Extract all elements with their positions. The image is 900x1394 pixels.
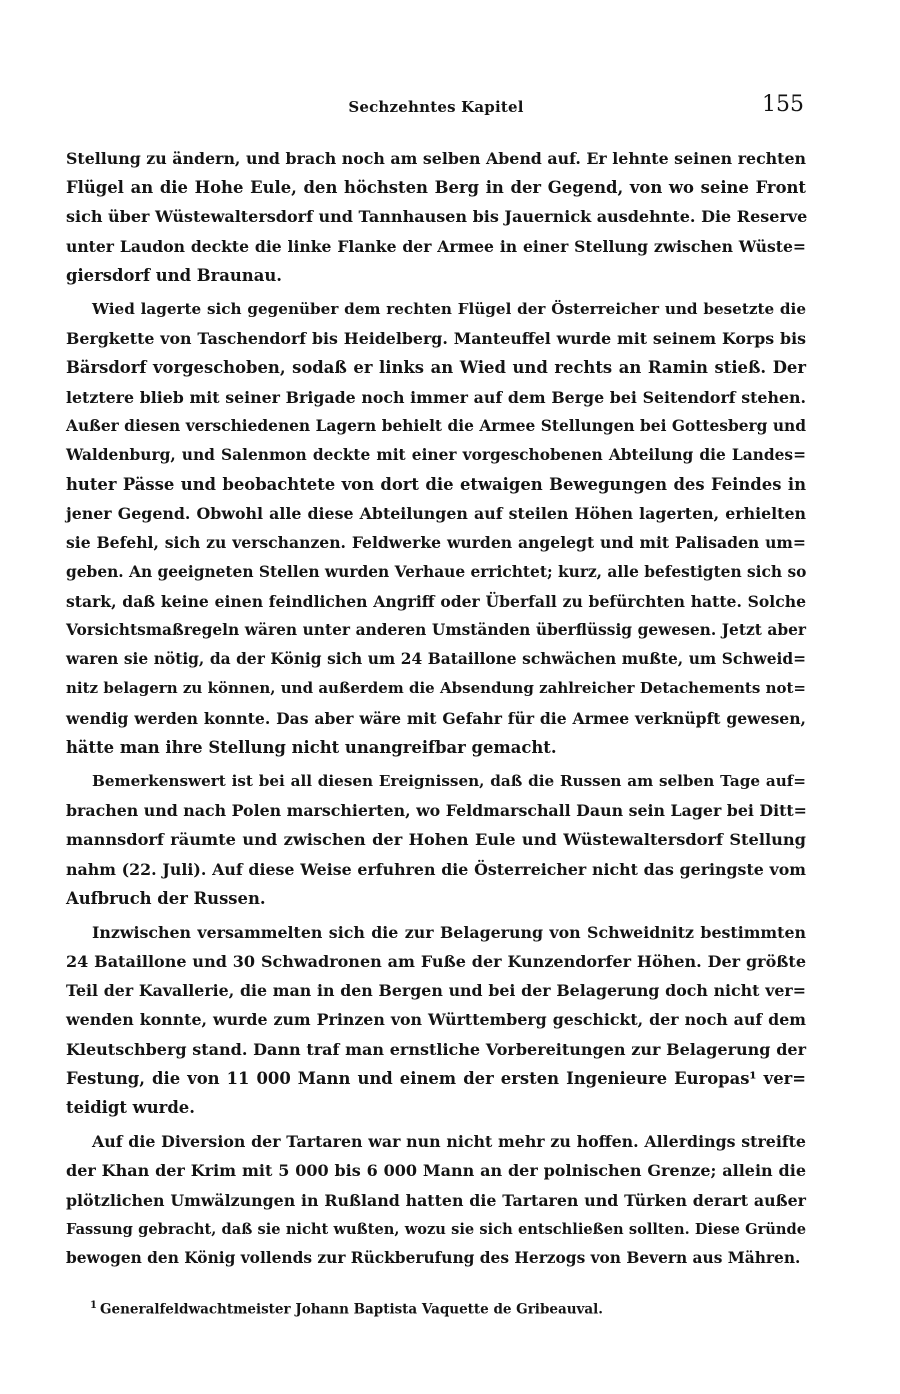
- text-line: sie Befehl, sich zu verschanzen. Feldwerke wurden angelegt und mit Palisaden um=: [66, 533, 806, 553]
- text-line: stark, daß keine einen feindlichen Angriff oder Überfall zu befürchten hatte. Solche: [66, 591, 806, 611]
- text-line: Stellung zu ändern, und brach noch am selben Abend auf. Er lehnte seinen rechten: [66, 149, 806, 168]
- text-line: brachen und nach Polen marschierten, wo Feldmarschall Daun sein Lager bei Ditt=: [66, 801, 807, 821]
- text-line: Aufbruch der Russen.: [66, 888, 266, 908]
- text-line: Auf die Diversion der Tartaren war nun nicht mehr zu hoffen. Allerdings streifte: [92, 1132, 806, 1152]
- text-line: nitz belagern zu können, und außerdem die Absendung zahlreicher Detachements not=: [66, 679, 806, 698]
- text-line: mannsdorf räumte und zwischen der Hohen Eule und Wüstewaltersdorf Stellung: [66, 830, 806, 850]
- text-line: 24 Bataillone und 30 Schwadronen am Fuße der Kunzendorfer Höhen. Der größte: [66, 952, 806, 972]
- body-text: [66, 144, 806, 1273]
- text-line: Waldenburg, und Salenmon deckte mit einer vorgeschobenen Abteilung die Landes=: [66, 445, 806, 464]
- text-line: Fassung gebracht, daß sie nicht wußten, wozu sie sich entschließen sollten. Diese Gründe: [66, 1220, 806, 1238]
- text-line: giersdorf und Braunau.: [66, 265, 282, 285]
- text-line: unter Laudon deckte die linke Flanke der Armee in einer Stellung zwischen Wüste=: [66, 236, 806, 256]
- text-line: Bergkette von Taschendorf bis Heidelberg. Manteuffel wurde mit seinem Korps bis: [66, 329, 806, 349]
- footnote-text: Generalfeldwachtmeister Johann Baptista Vaquette de Gribeauval.: [99, 1301, 603, 1318]
- paragraph: [66, 767, 806, 913]
- text-line: waren sie nötig, da der König sich um 24 Bataillone schwächen mußte, um Schweid=: [66, 650, 806, 669]
- text-line: jener Gegend. Obwohl alle diese Abteilungen auf steilen Höhen lagerten, erhielten: [66, 504, 806, 524]
- text-line: Teil der Kavallerie, die man in den Bergen und bei der Belagerung doch nicht ver=: [66, 981, 806, 1001]
- text-line: wendig werden konnte. Das aber wäre mit Gefahr für die Armee verknüpft gewesen,: [66, 708, 806, 728]
- text-line: bewogen den König vollends zur Rückberufung des Herzogs von Bevern aus Mähren.: [66, 1248, 801, 1267]
- text-line: Kleutschberg stand. Dann traf man ernstliche Vorbereitungen zur Belagerung der: [66, 1039, 806, 1059]
- paragraph: [66, 144, 806, 290]
- text-line: Inzwischen versammelten sich die zur Belagerung von Schweidnitz bestimmten: [92, 922, 806, 942]
- paragraph: [66, 1127, 806, 1273]
- text-line: letztere blieb mit seiner Brigade noch immer auf dem Berge bei Seitendorf stehen.: [66, 387, 806, 407]
- text-line: Bärsdorf vorgeschoben, sodaß er links an Wied und rechts an Ramin stieß. Der: [66, 358, 806, 378]
- text-line: hätte man ihre Stellung nicht unangreifbar gemacht.: [66, 737, 557, 757]
- text-line: wenden konnte, wurde zum Prinzen von Württemberg geschickt, der noch auf dem: [66, 1010, 806, 1030]
- page-number: 155: [762, 92, 804, 117]
- text-line: geben. An geeigneten Stellen wurden Verhaue errichtet; kurz, alle befestigten sich so: [66, 562, 807, 581]
- text-line: Bemerkenswert ist bei all diesen Ereignissen, daß die Russen am selben Tage auf=: [92, 771, 806, 790]
- text-line: Außer diesen verschiedenen Lagern behielt die Armee Stellungen bei Gottesberg und: [66, 416, 806, 435]
- chapter-title: Sechzehntes Kapitel: [348, 98, 524, 116]
- text-line: der Khan der Krim mit 5 000 bis 6 000 Mann an der polnischen Grenze; allein die: [66, 1161, 806, 1181]
- footnote-marker: 1: [90, 1300, 97, 1311]
- text-line: huter Pässe und beobachtete von dort die etwaigen Bewegungen des Feindes in: [66, 475, 806, 495]
- paragraph: [66, 918, 806, 1122]
- text-line: Wied lagerte sich gegenüber dem rechten Flügel der Österreicher und besetzte die: [92, 299, 806, 318]
- text-line: teidigt wurde.: [66, 1098, 195, 1117]
- text-line: Vorsichtsmaßregeln wären unter anderen Umständen überflüssig gewesen. Jetzt aber: [66, 621, 806, 639]
- text-line: Flügel an die Hohe Eule, den höchsten Berg in der Gegend, von wo seine Front: [66, 178, 806, 198]
- footnote: [90, 1300, 790, 1318]
- paragraph: [66, 295, 806, 762]
- text-line: sich über Wüstewaltersdorf und Tannhausen bis Jauernick ausdehnte. Die Reserve: [66, 207, 808, 227]
- running-head: [66, 92, 806, 122]
- text-line: plötzlichen Umwälzungen in Rußland hatten die Tartaren und Türken derart außer: [66, 1190, 806, 1210]
- text-line: Festung, die von 11 000 Mann und einem der ersten Ingenieure Europas¹ ver=: [66, 1068, 806, 1088]
- text-line: nahm (22. Juli). Auf diese Weise erfuhren die Österreicher nicht das geringste vom: [66, 859, 806, 879]
